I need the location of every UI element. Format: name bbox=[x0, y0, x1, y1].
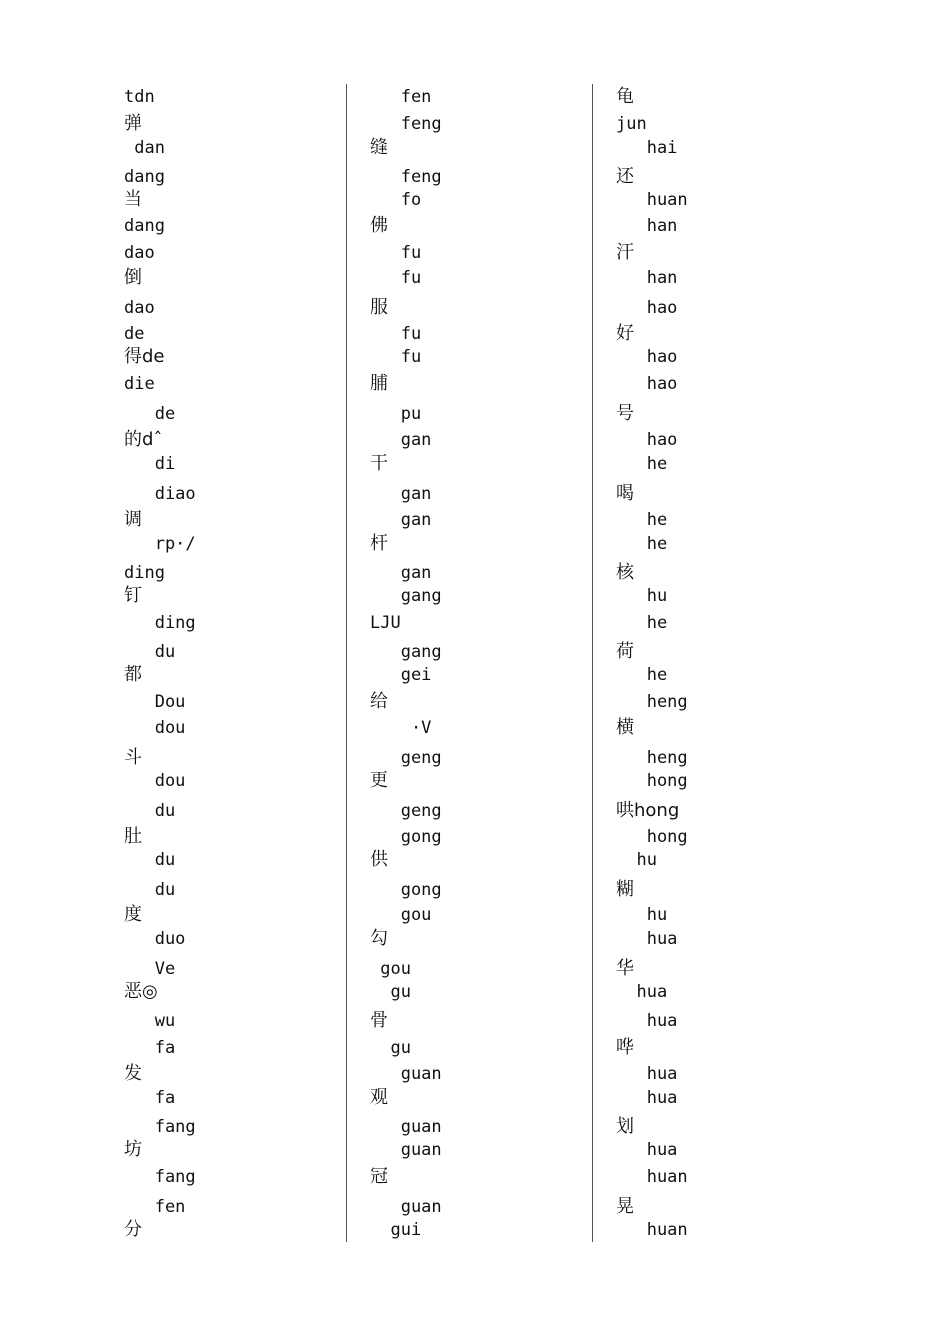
column-3-line: hai bbox=[616, 138, 678, 158]
column-2 bbox=[370, 84, 585, 1242]
column-3-line: 华 bbox=[616, 958, 634, 979]
column-3-line: 横 bbox=[616, 717, 634, 738]
column-2-line: 杆 bbox=[370, 533, 388, 554]
column-2-line: gang bbox=[370, 586, 442, 606]
column-2-line: fu bbox=[370, 324, 422, 344]
column-1-line: 分 bbox=[124, 1219, 142, 1240]
column-2-line: fu bbox=[370, 347, 422, 367]
column-3-line: 划 bbox=[616, 1116, 634, 1137]
column-2-line: guan bbox=[370, 1117, 442, 1137]
column-3-line: huan bbox=[616, 190, 688, 210]
column-1-line: fang bbox=[124, 1117, 196, 1137]
column-2-line: pu bbox=[370, 404, 422, 424]
column-1-line: fen bbox=[124, 1197, 186, 1217]
column-2-line: gei bbox=[370, 665, 432, 685]
column-1-line: fa bbox=[124, 1088, 176, 1108]
column-3-line: 号 bbox=[616, 403, 634, 424]
column-2-line: gan bbox=[370, 563, 432, 583]
column-3-line: 荷 bbox=[616, 641, 634, 662]
column-2-line: 供 bbox=[370, 849, 388, 870]
column-1-line: dan bbox=[124, 138, 165, 158]
column-2-line: gang bbox=[370, 642, 442, 662]
column-1-line: duo bbox=[124, 929, 186, 949]
column-1-line: di bbox=[124, 454, 176, 474]
column-2-line: gou bbox=[370, 905, 432, 925]
column-1-line: du bbox=[124, 642, 176, 662]
column-1-line: de bbox=[124, 404, 176, 424]
column-2-line: 给 bbox=[370, 691, 388, 712]
column-1-line: 斗 bbox=[124, 747, 142, 768]
column-2-line: geng bbox=[370, 801, 442, 821]
column-1-line: 得de bbox=[124, 346, 165, 367]
column-1-line: du bbox=[124, 880, 176, 900]
column-1-line: de bbox=[124, 324, 145, 344]
column-2-line: gan bbox=[370, 430, 432, 450]
column-3-line: hong bbox=[616, 827, 688, 847]
column-2-line: gu bbox=[370, 982, 411, 1002]
column-2-line: 观 bbox=[370, 1087, 388, 1108]
column-1-line: ding bbox=[124, 613, 196, 633]
column-1-line: dang bbox=[124, 216, 165, 236]
column-2-line: guan bbox=[370, 1140, 442, 1160]
column-1-line: ding bbox=[124, 563, 165, 583]
column-3-line: 好 bbox=[616, 323, 634, 344]
column-1-line: 弹 bbox=[124, 113, 142, 134]
column-1-line: 肚 bbox=[124, 826, 142, 847]
column-1 bbox=[124, 84, 339, 1242]
column-3-line: he bbox=[616, 454, 668, 474]
column-3-line: 糊 bbox=[616, 879, 634, 900]
column-2-line: guan bbox=[370, 1064, 442, 1084]
column-3-line: he bbox=[616, 613, 668, 633]
column-2-line: fu bbox=[370, 268, 422, 288]
column-2-line: 缝 bbox=[370, 137, 388, 158]
column-2-line: gong bbox=[370, 827, 442, 847]
column-3-line: hua bbox=[616, 1064, 678, 1084]
column-1-line: 倒 bbox=[124, 267, 142, 288]
column-2-line: ·V bbox=[370, 718, 432, 738]
column-1-line: du bbox=[124, 801, 176, 821]
column-3-line: 哄hong bbox=[616, 800, 680, 821]
column-3-line: hao bbox=[616, 298, 678, 318]
column-3-line: hao bbox=[616, 374, 678, 394]
column-3-line: hua bbox=[616, 1011, 678, 1031]
column-3-line: heng bbox=[616, 692, 688, 712]
column-1-line: Dou bbox=[124, 692, 186, 712]
column-2-line: 脯 bbox=[370, 373, 388, 394]
column-3-line: hu bbox=[616, 586, 668, 606]
column-1-line: 的dˆ bbox=[124, 429, 163, 450]
column-1-line: 度 bbox=[124, 904, 142, 925]
column-1-line: diao bbox=[124, 484, 196, 504]
column-1-line: 钉 bbox=[124, 585, 142, 606]
column-3-line: hua bbox=[616, 929, 678, 949]
column-3-line: hao bbox=[616, 430, 678, 450]
column-2-line: gan bbox=[370, 484, 432, 504]
column-2-line: fo bbox=[370, 190, 422, 210]
column-1-line: fa bbox=[124, 1038, 176, 1058]
column-3-line: jun bbox=[616, 114, 647, 134]
column-3-line: 哗 bbox=[616, 1037, 634, 1058]
column-3-line: he bbox=[616, 665, 668, 685]
column-2-line: 勾 bbox=[370, 928, 388, 949]
column-1-line: dang bbox=[124, 167, 165, 187]
column-1-line: dao bbox=[124, 243, 155, 263]
column-2-line: 骨 bbox=[370, 1010, 388, 1031]
column-3-line: 龟 bbox=[616, 86, 634, 107]
column-3-line: hao bbox=[616, 347, 678, 367]
column-3-line: 核 bbox=[616, 562, 634, 583]
column-2-line: gan bbox=[370, 510, 432, 530]
column-2-line: geng bbox=[370, 748, 442, 768]
column-3-line: huan bbox=[616, 1220, 688, 1240]
column-3-line: he bbox=[616, 534, 668, 554]
column-2-line: feng bbox=[370, 114, 442, 134]
column-1-line: rp·/ bbox=[124, 534, 196, 554]
column-divider-1 bbox=[346, 84, 347, 1242]
column-1-line: du bbox=[124, 850, 176, 870]
column-3-line: hua bbox=[616, 982, 668, 1002]
column-3-line: 还 bbox=[616, 166, 634, 187]
column-1-line: 发 bbox=[124, 1063, 142, 1084]
column-3-line: hong bbox=[616, 771, 688, 791]
column-2-line: fu bbox=[370, 243, 422, 263]
column-3-line: he bbox=[616, 510, 668, 530]
column-3-line: hu bbox=[616, 850, 657, 870]
column-1-line: wu bbox=[124, 1011, 176, 1031]
column-3-line: huan bbox=[616, 1167, 688, 1187]
column-1-line: 调 bbox=[124, 509, 142, 530]
column-1-line: 坊 bbox=[124, 1139, 142, 1160]
column-1-line: dou bbox=[124, 771, 186, 791]
column-2-line: gu bbox=[370, 1038, 411, 1058]
column-3-line: 汗 bbox=[616, 242, 634, 263]
column-divider-2 bbox=[592, 84, 593, 1242]
column-2-line: gou bbox=[370, 959, 411, 979]
column-1-line: dao bbox=[124, 298, 155, 318]
column-3-line: hua bbox=[616, 1088, 678, 1108]
column-3-line: 晃 bbox=[616, 1196, 634, 1217]
column-2-line: gui bbox=[370, 1220, 422, 1240]
column-1-line: 都 bbox=[124, 664, 142, 685]
column-2-line: 服 bbox=[370, 297, 388, 318]
column-3-line: heng bbox=[616, 748, 688, 768]
column-2-line: guan bbox=[370, 1197, 442, 1217]
column-2-line: feng bbox=[370, 167, 442, 187]
column-2-line: 干 bbox=[370, 453, 388, 474]
column-3-line: han bbox=[616, 216, 678, 236]
column-1-line: die bbox=[124, 374, 155, 394]
column-1-line: Ve bbox=[124, 959, 176, 979]
column-3-line: hua bbox=[616, 1140, 678, 1160]
column-1-line: 当 bbox=[124, 189, 142, 210]
column-2-line: gong bbox=[370, 880, 442, 900]
column-3-line: han bbox=[616, 268, 678, 288]
column-2-line: 更 bbox=[370, 770, 388, 791]
column-2-line: LJU bbox=[370, 613, 401, 633]
column-3-line: 喝 bbox=[616, 483, 634, 504]
column-1-line: dou bbox=[124, 718, 186, 738]
column-1-line: fang bbox=[124, 1167, 196, 1187]
column-2-line: 冠 bbox=[370, 1166, 388, 1187]
column-1-line: tdn bbox=[124, 87, 155, 107]
column-3 bbox=[616, 84, 831, 1242]
column-3-line: hu bbox=[616, 905, 668, 925]
column-2-line: 佛 bbox=[370, 215, 388, 236]
column-2-line: fen bbox=[370, 87, 432, 107]
column-1-line: 恶◎ bbox=[124, 981, 158, 1002]
